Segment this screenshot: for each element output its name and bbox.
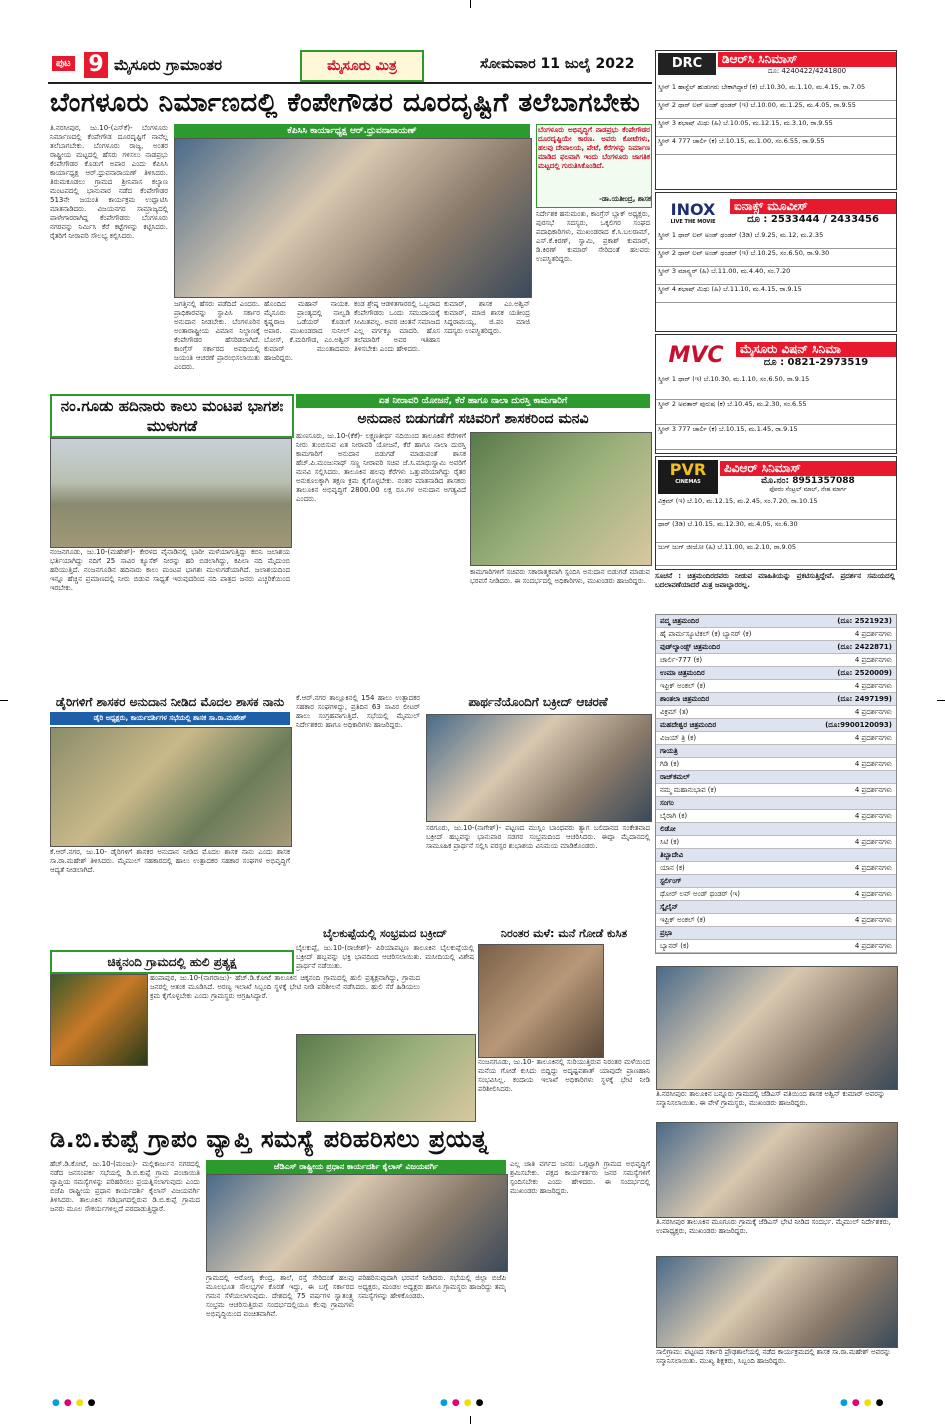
- inox-tagline: LIVE THE MOVIE: [670, 218, 716, 225]
- lead-column-4: ಕಂಡ ಶ್ರೇಷ್ಠ ಆಡಳಿತಗಾರರಲ್ಲಿ ಒಬ್ಬರಾದ ಕೆಂಪೇಗೌಡರು ಒಂದು ಸಮುದಾಯಕ್ಕೆ ಸೀಮಿತವಲ್ಲ. ಅವರ ಚಿಂತನೆ ಸಮಾಜದ ಎಲ್ಲ ವರ್ಗಕ್ಕೂ ಮಾದರಿ. ಹೊಸ ತಲೆಮಾರಿಗೆ ಅವರ ಇತಿಹಾಸ ತಿಳಿಸಬೇಕು ಎಂದು ಹೇಳಿದರು.: [354, 300, 440, 353]
- pvr-address: ಫೋರಂ ಸೆಂಟ್ರಲ್ ಮಾಲ್, ನೇಹ ಮಾರ್ಗ: [769, 485, 847, 493]
- theatre-name-row: [656, 875, 896, 888]
- show-count: 4 ಪ್ರದರ್ಶನಗಳು: [854, 786, 892, 794]
- theatre-name-row: [656, 823, 896, 836]
- pvr-logo-box: [658, 460, 718, 494]
- edition-date: ಸೋಮವಾರ 11 ಜುಲೈ 2022: [480, 56, 635, 72]
- theatre-name: ಶಾಂತಲಾ ಚಿತ್ರಮಂದಿರ: [660, 695, 710, 703]
- theatre-film-row: [656, 758, 896, 771]
- theatre-film-row: [656, 784, 896, 797]
- lead-quote-author: -ಡಾ.ಯತೀಂದ್ರ, ಶಾಸಕ: [599, 195, 651, 203]
- mvc-row: ಸ್ಕ್ರೀನ್ 3 777 ಚಾರ್ಲಿ (ಕ) ಬೆ.10.15, ಮ.1.45, ರಾ.9.15: [656, 425, 896, 450]
- right-caption-1: ತಿ.ನರಸೀಪುರ: ತಾಲೂಕಿನ ಬನ್ನೂರು ಗ್ರಾಮದಲ್ಲಿ ಜೆಡಿಎಸ್ ವತಿಯಿಂದ ಶಾಸಕ ಅಶ್ವಿನ್ ಕುಮಾರ್ ಅವರನ್ನು ಸನ್ಮಾನಿಸಲಾಯಿತು. ಈ ವೇಳೆ ಗ್ರಾಮಸ್ಥರು, ಮುಖಂಡರು ಹಾಜರಿದ್ದರು.: [656, 1090, 886, 1107]
- show-count: 4 ಪ್ರದರ್ಶನಗಳು: [854, 942, 892, 950]
- show-count: 4 ಪ್ರದರ್ಶನಗಳು: [854, 890, 892, 898]
- show-count: 4 ಪ್ರದರ್ಶನಗಳು: [854, 734, 892, 742]
- film-title: ಗಿಡಿ (ಕ): [660, 760, 680, 768]
- theatre-name-row: [656, 641, 896, 654]
- rain-headline: ನಿರಂತರ ಮಳೆ: ಮನೆ ಗೋಡೆ ಕುಸಿತ: [500, 927, 628, 940]
- inox-listing: [655, 192, 897, 332]
- printer-registration-marks: ●●●●: [52, 1398, 100, 1408]
- theatre-film-row: [656, 888, 896, 901]
- inox-row: ಸ್ಕ್ರೀನ್ 4 ಶಭಾಷ್ ಮಿಥು (ಹಿ) ಬೆ.11.10, ಮ.4.15, ರಾ.9.15: [656, 285, 896, 303]
- theatre-name: ಸ್ಕೈಲೈನ್: [660, 903, 678, 911]
- film-title: ಚಾರ್ಲಿ-777 (ಕ): [660, 656, 703, 664]
- bylakuppe-headline: ಬೈಲಕುಪ್ಪೆಯಲ್ಲಿ ಸಂಭ್ರಮದ ಬಕ್ರೀದ್: [323, 927, 447, 940]
- show-count: 4 ಪ್ರದರ್ಶನಗಳು: [854, 656, 892, 664]
- inox-row: ಸ್ಕ್ರೀನ್ 2 ಥಾರ್ ಲವ್ ಅಂಡ್ ಥಂಡರ್ (ಇ) ಬೆ.10.25, ಸಂ.6.50, ರಾ.9.30: [656, 249, 896, 267]
- bottom-photo: [206, 1174, 508, 1272]
- bottom-column-3: ಪರಿಹರಿಸುವುದಾಗಿ ಭರವಸೆ ನೀಡಿದರು. ಸಭೆಯಲ್ಲಿ ಜಿಲ್ಲಾ ಬಿಜೆಪಿ ಅಧ್ಯಕ್ಷರು, ಮಂಡಲ ಅಧ್ಯಕ್ಷರು ಹಾಗೂ ಗ್ರಾಮಸ್ಥರು ಹಾಜರಿದ್ದು ತಮ್ಮ ಸಮಸ್ಯೆಗಳನ್ನು ಹೇಳಿಕೊಂಡರು.: [358, 1274, 506, 1300]
- theatre-name-row: [656, 901, 896, 914]
- lead-quote: ಬೆಂಗಳೂರು ಅಭಿವೃದ್ಧಿಗೆ ನಾಡಪ್ರಭು ಕೆಂಪೇಗೌಡರ ದೂರದೃಷ್ಟಿಯೇ ಕಾರಣ. ಅವರು ಕೋಟೆಗಳು, ಹಲವು ದೇವಾಲಯ, ಪೇಟೆ, ಕೆರೆಗಳನ್ನು ನಿರ್ಮಾಣ ಮಾಡಿದ ಫಲವಾಗಿ ಇಂದು ಬೆಂಗಳೂರು ಜಾಗತಿಕ ಮಟ್ಟದಲ್ಲಿ ಗುರುತಿಸಿಕೊಂಡಿದೆ.: [538, 126, 650, 170]
- theatre-film-row: [656, 810, 896, 823]
- mvc-row: ಸ್ಕ್ರೀನ್ 1 ಥಾರ್ (ಇ) ಬೆ.10.30, ಮ.1.10, ಸಂ.6.50, ರಾ.9.15: [656, 375, 896, 400]
- pvr-row: ಜುಗ್ ಜುಗ್ ಜೀಯೋ (ಹಿ) ಬೆ.11.00, ಮ.2.10, ರಾ.9.05: [656, 543, 896, 566]
- lead-column-1: ತಿ.ನರಸೀಪುರ, ಜು.10-(ಎಸ್‌ಕೆ)- ಬೆಂಗಳೂರು ನಿರ್ಮಾಣದಲ್ಲಿ ಕೆಂಪೇಗೌಡ ದೂರದೃಷ್ಟಿಗೆ ನಾವೆಲ್ಲ ತಲೆಬಾಗಬೇಕು. ಬೆಂಗಳೂರು ರಾಜ್ಯ, ಅಂತರ ರಾಷ್ಟ್ರೀಯ ಮಟ್ಟದಲ್ಲಿ ಹೆಸರು ಗಳಿಸಲು ನಾಡಪ್ರಭು ಕೆಂಪೇಗೌಡರ ಕೊಡುಗೆ ಅಪಾರ ಎಂದು ಕೆಪಿಸಿಸಿ ಕಾರ್ಯಾಧ್ಯಕ್ಷ ಆರ್.ಧ್ರುವನಾರಾಯಣ್ ತಿಳಿಸಿದರು. ತಿರುಮಕೂಡಲು ಗ್ರಾಮದ ಶ್ರೀನಿವಾಸ ಕಲ್ಯಾಣ ಮಂಟಪದಲ್ಲಿ ಭಾನುವಾರ ನಡೆದ ಕೆಂಪೇಗೌಡರ 513ನೇ ಜಯಂತಿ ಕಾರ್ಯಕ್ರಮ ಉದ್ಘಾಟಿಸಿ ಮಾತನಾಡಿದರು. ವಿಜಯನಗರ ಸಾಮ್ರಾಜ್ಯದಲ್ಲಿ ಪಾಳೇಗಾರರಾಗಿದ್ದ ಕೆಂಪೇಗೌಡರು ಬೆಂಗಳೂರು ನಗರವನ್ನು ನಿರ್ಮಿಸಿ ಕೆರೆ ಕಟ್ಟೆಗಳನ್ನು ಕಟ್ಟಿಸಿದರು. ರೈತರಿಗೆ ನೀರಾವರಿ ಸೌಲಭ್ಯ ಕಲ್ಪಿಸಿದರು.: [50, 124, 168, 240]
- right-photo-1: [656, 966, 898, 1090]
- mvc-row: ಸ್ಕ್ರೀನ್ 2 ಅವತಾರ್ ಪುರುಷ (ಕ) ಬೆ.10.45, ಮ.2.30, ಸಂ.6.55: [656, 400, 896, 425]
- lead-column-2: ಜಗತ್ತಿನಲ್ಲಿ ಹೆಸರು ಪಡೆದಿದೆ ಎಂದರು. ಪ್ರಾಧಿಕಾರವನ್ನು ಸ್ಥಾಪಿಸಿ ಸರ್ಕಾರ ಅನುದಾನ ನೀಡಬೇಕು. ಬೆಂಗಳೂರಿನ ಅಂತಾರಾಷ್ಟ್ರೀಯ ವಿಮಾನ ನಿಲ್ದಾಣಕ್ಕೆ ಕೆಂಪೇಗೌಡರ ಹೆಸರಿಡಲಾಗಿದೆ. ಕಾಂಗ್ರೆಸ್ ಸರ್ಕಾರದ ಅವಧಿಯಲ್ಲಿ ಜಯಂತಿ ಆಚರಣೆ ಪ್ರಾರಂಭಿಸಲಾಯಿತು ಎಂದರು.: [174, 300, 260, 371]
- theatre-phone: (ದೂ: 2520009): [837, 669, 892, 677]
- bottom-column-4: ಎಲ್ಲ ಜಾತಿ ವರ್ಗದ ಜನರು ಒಗ್ಗಟ್ಟಾಗಿ ಗ್ರಾಮದ ಅಭಿವೃದ್ಧಿಗೆ ಶ್ರಮಿಸಬೇಕು. ಪಕ್ಷದ ಕಾರ್ಯಕರ್ತರು ಜನರ ಸಮಸ್ಯೆಗಳಿಗೆ ಸ್ಪಂದಿಸಬೇಕು ಎಂದು ಹೇಳಿದರು. ಈ ಸಂದರ್ಭದಲ್ಲಿ ಮುಖಂಡರು ಹಾಜರಿದ್ದರು.: [510, 1160, 650, 1195]
- show-count: 4 ಪ್ರದರ್ಶನಗಳು: [854, 682, 892, 690]
- show-count: 4 ಪ್ರದರ್ಶನಗಳು: [854, 708, 892, 716]
- printer-registration-marks: ●●●●: [840, 1398, 888, 1408]
- newspaper-logo: ಮೈಸೂರು ಮಿತ್ರ: [300, 50, 424, 82]
- grant-body-1: ಹುಣಸೂರು, ಜು.10-(ಕೆಕೆ)- ಲಕ್ಷ್ಮಣತೀರ್ಥ ನದಿಯಿಂದ ತಾಲೂಕಿನ ಕೆರೆಗಳಿಗೆ ನೀರು ತುಂಬಿಸುವ ಏತ ನೀರಾವರಿ ಯೋಜನೆ, ಕೆರೆ ಹಾಗೂ ನಾಲಾ ದುರಸ್ತಿ ಕಾಮಗಾರಿಗೆ ಅನುದಾನ ಬಿಡುಗಡೆ ಮಾಡುವಂತೆ ಶಾಸಕ ಹೆಚ್.ಪಿ.ಮಂಜುನಾಥ್ ಸಣ್ಣ ನೀರಾವರಿ ಸಚಿವ ಜೆ.ಸಿ.ಮಾಧುಸ್ವಾಮಿ ಅವರಿಗೆ ಮನವಿ ಸಲ್ಲಿಸಿದರು. ತಾಲೂಕಿನ ಹಲವು ಕೆರೆಗಳು ಒತ್ತುವರಿಯಾಗಿದ್ದು ರೈತರ ಅನುಕೂಲಕ್ಕಾಗಿ ತಕ್ಷಣ ಕ್ರಮ ಕೈಗೊಳ್ಳಬೇಕು. ನಂತರ ಮಾತನಾಡಿದ ಶಾಸಕರು ತಾಲೂಕಿನ ಅಭಿವೃದ್ಧಿಗೆ 2800.00 ಲಕ್ಷ ರೂ.ಗಳ ಅನುದಾನ ಅಗತ್ಯವಿದೆ ಎಂದರು.: [296, 432, 466, 503]
- theatre-name: ವುಡ್‌ಲ್ಯಾಂಡ್ಸ್ ಚಿತ್ರಮಂದಿರ: [660, 643, 721, 651]
- bakrid-photo: [426, 714, 652, 822]
- bottom-column-2: ಗ್ರಾಮದಲ್ಲಿ ಆರೋಗ್ಯ ಕೇಂದ್ರ, ಶಾಲೆ, ರಸ್ತೆ ಸೇರಿದಂತೆ ಹಲವು ಮೂಲಭೂತ ಸೌಲಭ್ಯಗಳ ಕೊರತೆ ಇದ್ದು, ಈ ಬಗ್ಗೆ ಸರ್ಕಾರದ ಗಮನ ಸೆಳೆಯಲಾಗುವುದು. ದೇಶದಲ್ಲಿ 75 ವರ್ಷಗಳ ಸ್ವಾತಂತ್ರ್ಯ ಸಂಭ್ರಮ ಆಚರಿಸುತ್ತಿರುವ ಸಂದರ್ಭದಲ್ಲಿಯೂ ಕೆಲವು ಗ್ರಾಮಗಳು ಅಭಿವೃದ್ಧಿಯಿಂದ ವಂಚಿತವಾಗಿವೆ.: [206, 1274, 354, 1318]
- inox-logo: INOX: [670, 199, 716, 219]
- theatre-film-row: [656, 914, 896, 927]
- theatre-table: [655, 614, 897, 954]
- show-count: 4 ಪ್ರದರ್ಶನಗಳು: [854, 916, 892, 924]
- theatre-name: ಪದ್ಮ ಚಿತ್ರಮಂದಿರ: [660, 617, 700, 625]
- theatre-film-row: [656, 940, 896, 953]
- crop-mark: [470, 0, 471, 8]
- mla-body-1: ಕೆ.ಆರ್.ನಗರ, ಜು.10- ಡೈರಿಗಳಿಗೆ ಶಾಸಕರ ಅನುದಾನ ನೀಡಿದ ಮೊದಲ ಶಾಸಕ ನಾನು ಎಂದು ಶಾಸಕ ಸಾ.ರಾ.ಮಹೇಶ್ ತಿಳಿಸಿದರು. ಮೈಮುಲ್ ಸಹಕಾರದಲ್ಲಿ ಹಾಲು ಉತ್ಪಾದಕರ ಸಹಕಾರ ಸಂಘಗಳ ಅಭಿವೃದ್ಧಿಗೆ ಆದ್ಯತೆ ನೀಡಲಾಗಿದೆ.: [50, 848, 290, 874]
- bottom-photo-band: ಜೆಡಿಎಸ್ ರಾಷ್ಟ್ರೀಯ ಪ್ರಧಾನ ಕಾರ್ಯದರ್ಶಿ ಕೈಲಾಸ್ ವಿಜಯವರ್ಗಿ: [206, 1160, 506, 1174]
- drc-row: ಸ್ಕ್ರೀನ್ 1 ಹಾಸ್ಟೆಲ್ ಹುಡುಗರು ಬೇಕಾಗಿದ್ದಾರೆ (ಕ) ಬೆ.10.30, ಮ.1.10, ಮ.4.15, ರಾ.7.05: [656, 83, 896, 101]
- theatre-name-row: [656, 719, 896, 732]
- bottom-headline: ಡಿ.ಬಿ.ಕುಪ್ಪೆ ಗ್ರಾಪಂ ವ್ಯಾಪ್ತಿ ಸಮಸ್ಯೆ ಪರಿಹರಿಸಲು ಪ್ರಯತ್ನ: [50, 1125, 489, 1153]
- theatre-film-row: [656, 862, 896, 875]
- theatre-phone: (ದೂ:9900120093): [825, 721, 892, 729]
- theatre-name-row: [656, 667, 896, 680]
- printer-registration-marks: ●●●●: [440, 1398, 488, 1408]
- film-title: ವಿಜಯ್ ತ್ರಿ (ಕ): [660, 734, 697, 742]
- film-title: ವಿಕ್ರಮ್ (ತ): [660, 708, 689, 716]
- right-photo-3: [656, 1256, 898, 1348]
- theatre-name: ಸ್ಟರ್ಲಿಂಗ್: [660, 877, 682, 885]
- theatre-phone: (ದೂ: 2521923): [837, 617, 892, 625]
- lead-photo-band: ಕೆಪಿಸಿಸಿ ಕಾರ್ಯಾಧ್ಯಕ್ಷ ಆರ್.ಧ್ರುವನಾರಾಯಣ್: [174, 124, 530, 138]
- lead-photo: [174, 138, 532, 298]
- drc-row: ಸ್ಕ್ರೀನ್ 4 777 ಚಾರ್ಲಿ (ಕ) ಬೆ.10.15, ಮ.1.00, ಸಂ.6.55, ರಾ.9.55: [656, 137, 896, 155]
- theatre-name-row: [656, 849, 896, 862]
- bottom-column-1: ಹೆಚ್.ಡಿ.ಕೋಟೆ, ಜು.10-(ಮಂಜು)- ಮಲ್ಲಿಕಾರ್ಜುನ ನಗರದಲ್ಲಿ ನಡೆದ ಜನಸಂಪರ್ಕ ಸಭೆಯಲ್ಲಿ ಡಿ.ಬಿ.ಕುಪ್ಪೆ ಗ್ರಾಮ ಪಂಚಾಯಿತಿ ವ್ಯಾಪ್ತಿಯ ಸಮಸ್ಯೆಗಳನ್ನು ಪರಿಹರಿಸಲು ಪ್ರಯತ್ನಿಸಲಾಗುವುದು ಎಂದು ಬಿಜೆಪಿ ರಾಷ್ಟ್ರೀಯ ಪ್ರಧಾನ ಕಾರ್ಯದರ್ಶಿ ಕೈಲಾಸ್ ವಿಜಯವರ್ಗಿ ತಿಳಿಸಿದರು. ತಾಲೂಕಿನ ಗಡಿಭಾಗದಲ್ಲಿರುವ ಡಿ.ಬಿ.ಕುಪ್ಪೆ ಗ್ರಾಮದ ಜನರು ಮೂಲ ಸೌಕರ್ಯಗಳಿಲ್ಲದೆ ಪರದಾಡುತ್ತಿದ್ದಾರೆ.: [50, 1160, 200, 1213]
- grant-body-2: ಕಾಮಗಾರಿಗಳಿಗೆ ಸಚಿವರು ಸಕಾರಾತ್ಮಕವಾಗಿ ಸ್ಪಂದಿಸಿ ಅನುದಾನ ಬಿಡುಗಡೆ ಮಾಡುವ ಭರವಸೆ ನೀಡಿದರು. ಈ ಸಂದರ್ಭದಲ್ಲಿ ಅಧಿಕಾರಿಗಳು, ಮುಖಂಡರು ಹಾಜರಿದ್ದರು.: [470, 568, 650, 585]
- lead-right-column: ನಿರ್ದೇಶಕ ಹನುಮಂತು, ಕಾಂಗ್ರೆಸ್ ಬ್ಲಾಕ್ ಅಧ್ಯಕ್ಷರು, ಪುರಸಭೆ ಸದಸ್ಯರು, ಒಕ್ಕಲಿಗರ ಸಂಘದ ಪದಾಧಿಕಾರಿಗಳು, ಮುಖಂಡರಾದ ಕೆ.ಸಿ.ಬಲರಾಮ್, ಎಸ್.ಕೆ.ಕಿರಣ್, ಸ್ವಾಮಿ, ಪ್ರಕಾಶ್ ಕುಮಾರ್, ಡಿ.ಕಿರಣ್ ಕುಮಾರ್ ಸೇರಿದಂತೆ ಹಲವರು ಉಪಸ್ಥಿತರಿದ್ದರು.: [536, 210, 650, 263]
- grant-photo: [470, 432, 652, 566]
- drc-row: ಸ್ಕ್ರೀನ್ 3 ಶಭಾಷ್ ಮಿಥು (ಹಿ) ಬೆ.10.05, ಮ.12.15, ಮ.3.10, ರಾ.9.55: [656, 119, 896, 137]
- theatre-film-row: [656, 732, 896, 745]
- crop-mark: [470, 1416, 471, 1424]
- pvr-tagline: CINEMAS: [675, 479, 701, 485]
- theatre-film-row: [656, 654, 896, 667]
- rain-body: ನಂಜನಗೂಡು, ಜು.10- ತಾಲೂಕಿನಲ್ಲಿ ಸುರಿಯುತ್ತಿರುವ ನಿರಂತರ ಮಳೆಯಿಂದ ಮನೆಯ ಗೋಡೆ ಕುಸಿದು ಬಿದ್ದಿದ್ದು ಅದೃಷ್ಟವಶಾತ್ ಯಾವುದೇ ಪ್ರಾಣಹಾನಿ ಸಂಭವಿಸಿಲ್ಲ. ಕಂದಾಯ ಇಲಾಖೆ ಅಧಿಕಾರಿಗಳು ಸ್ಥಳಕ್ಕೆ ಭೇಟಿ ನೀಡಿ ಪರಿಶೀಲಿಸಿದರು.: [478, 1058, 650, 1093]
- show-count: 4 ಪ್ರದರ್ಶನಗಳು: [854, 838, 892, 846]
- lead-quote-box: [536, 124, 652, 208]
- pvr-listing: [655, 456, 897, 570]
- inox-row: ಸ್ಕ್ರೀನ್ 1 ಥಾರ್ ಲವ್ ಅಂಡ್ ಥಂಡರ್ (3ಡಿ) ಬೆ.9.25, ಮ.12, ಮ.2.35: [656, 231, 896, 249]
- bakrid-headline: ಪಾರ್ಥನೆಯೊಂದಿಗೆ ಬಕ್ರೀದ್ ಆಚರಣೆ: [468, 695, 608, 709]
- drc-phone: ದೂ: 4240422/4241800: [767, 67, 847, 75]
- theatre-name-row: [656, 927, 896, 940]
- mvc-logo: MVC: [668, 342, 724, 368]
- film-title: ಬೈರಾಗಿ (ಕ): [660, 812, 688, 820]
- theatre-name-row: [656, 797, 896, 810]
- crop-mark: [937, 700, 945, 701]
- cinema-notice: ಸೂಚನೆ : ಚಿತ್ರಮಂದಿರದವರು ನೀಡುವ ಮಾಹಿತಿಯನ್ನು ಪ್ರಕಟಿಸುತ್ತಿದ್ದೇವೆ. ಪ್ರದರ್ಶನ ಸಮಯದಲ್ಲಿ ಬದಲಾವಣೆಯಾದರೆ ಮಿತ್ರ ಜವಾಬ್ದಾರರಲ್ಲ.: [655, 572, 895, 589]
- grant-headline: ಅನುದಾನ ಬಿಡುಗಡೆಗೆ ಸಚಿವರಿಗೆ ಶಾಸಕರಿಂದ ಮನವಿ: [357, 411, 589, 427]
- film-title: ಥೋರ್ ಲವ್ ಅಂಡ್ ಥಂಡರ್ (ಇ): [660, 890, 740, 898]
- theatre-name: ಸಂಗಂ: [660, 799, 674, 807]
- pvr-name: ಪಿವಿಆರ್ ಸಿನಿಮಾಸ್: [720, 461, 896, 476]
- mla-headline: ಡೈರಿಗಳಿಗೆ ಶಾಸಕರ ಅನುದಾನ ನೀಡಿದ ಮೊದಲ ಶಾಸಕ ನಾನು: [55, 695, 285, 709]
- film-title: ನಮ್ಮ ಮಹಾನುಭಾವ (ಕ): [660, 786, 717, 794]
- film-title: ಸಿಟಿ (ಕ): [660, 838, 680, 846]
- theatre-name-row: [656, 615, 896, 628]
- mvc-phone: ದೂ : 0821-2973519: [763, 357, 869, 368]
- drc-name: ಡಿಆರ್‌ಸಿ ಸಿನಿಮಾಸ್: [718, 52, 896, 67]
- section-title: ಮೈಸೂರು ಗ್ರಾಮಾಂತರ: [114, 56, 223, 74]
- theatre-name-row: [656, 771, 896, 784]
- theatre-film-row: [656, 706, 896, 719]
- theatre-phone: (ದೂ: 2497199): [837, 695, 892, 703]
- theatre-name-row: [656, 745, 896, 758]
- pvr-logo: PVR: [669, 460, 707, 479]
- bylakuppe-photo: [296, 1034, 476, 1122]
- inox-row: ಸ್ಕ್ರೀನ್ 3 ಮಾನ್ಸ್ಟರ್ (ಹಿ) ಬೆ.11.00, ಮ.4.40, ಸಂ.7.20: [656, 267, 896, 285]
- lead-headline: ಬೆಂಗಳೂರು ನಿರ್ಮಾಣದಲ್ಲಿ ಕೆಂಪೇಗೌಡರ ದೂರದೃಷ್ಟಿಗೆ ತಲೆಬಾಗಬೇಕು: [50, 88, 641, 118]
- film-title: ಯಾನ (ಕ): [660, 864, 685, 872]
- show-count: 4 ಪ್ರದರ್ಶನಗಳು: [854, 812, 892, 820]
- mvc-name: ಮೈಸೂರು ವಿಷನ್ ಸಿನಿಮಾ: [736, 342, 896, 357]
- theatre-film-row: [656, 680, 896, 693]
- page-label: ಪುಟ: [52, 56, 75, 71]
- mvc-listing: [655, 334, 897, 454]
- bylakuppe-body: ಬೈಲಕುಪ್ಪೆ, ಜು.10-(ರಾಜೇಶ್)- ಪಿರಿಯಾಪಟ್ಟಣ ತಾಲೂಕಿನ ಬೈಲಕುಪ್ಪೆಯಲ್ಲಿ ಬಕ್ರೀದ್ ಹಬ್ಬವನ್ನು ಭಕ್ತಿ ಭಾವದಿಂದ ಆಚರಿಸಲಾಯಿತು. ಮಸೀದಿಯಲ್ಲಿ ವಿಶೇಷ ಪ್ರಾರ್ಥನೆ ನಡೆಯಿತು.: [296, 944, 474, 970]
- mantapa-headline: ನಂ.ಗೂಡು ಹದಿನಾರು ಕಾಲು ಮಂಟಪ ಭಾಗಶಃ ಮುಳುಗಡೆ: [50, 394, 294, 438]
- page-number: 9: [84, 52, 108, 78]
- drc-logo: DRC: [658, 53, 716, 75]
- inox-phone: ದೂ : 2533444 / 2433456: [747, 214, 879, 225]
- lead-column-3: ಹೊಂದಿದ ಮಹಾನ್ ನಾಯಕ. ಮೈಸೂರು ಪ್ರಾಂತ್ಯದಲ್ಲಿ ನಾಲ್ವಡಿ ಕೃಷ್ಣರಾಜ ಒಡೆಯರ್ ಕೊಡುಗೆ ಅಪಾರ. ಮುಖಂಡರಾದ ಸುನೀಲ್ ಬೋಸ್, ಕೆ.ಮರಿಗೌಡ, ಎಂ.ಅಶ್ವಿನ್ ಕುಮಾರ್ ಮುಂತಾದವರು ಹಾಜರಿದ್ದರು.: [264, 300, 350, 362]
- mla-band: ಡೈರಿ ಅಧ್ಯಕ್ಷರು, ಕಾರ್ಯದರ್ಶಿಗಳ ಸಭೆಯಲ್ಲಿ ಶಾಸಕ ಸಾ.ರಾ.ಮಹೇಶ್: [50, 712, 290, 725]
- theatre-name: ಗಾಯತ್ರಿ: [660, 747, 678, 755]
- inox-name: ಐನಾಕ್ಸ್ ಮೂವೀಸ್: [730, 199, 896, 214]
- theatre-name-row: [656, 693, 896, 706]
- mantapa-photo: [50, 438, 292, 548]
- mla-body-2: ಕೆ.ಆರ್.ನಗರ ತಾಲ್ಲೂಕಿನಲ್ಲಿ 154 ಹಾಲು ಉತ್ಪಾದಕರ ಸಹಕಾರ ಸಂಘಗಳಿದ್ದು, ಪ್ರತಿದಿನ 63 ಸಾವಿರ ಲೀಟರ್ ಹಾಲು ಸಂಗ್ರಹವಾಗುತ್ತಿದೆ. ಸಭೆಯಲ್ಲಿ ಮೈಮುಲ್ ನಿರ್ದೇಶಕರು ಹಾಗೂ ಅಧಿಕಾರಿಗಳು ಹಾಜರಿದ್ದರು.: [296, 694, 420, 729]
- right-photo-2: [656, 1122, 898, 1218]
- theatre-name: ರಾಜ್‌ಕಮಲ್: [660, 773, 690, 781]
- show-count: 4 ಪ್ರದರ್ಶನಗಳು: [854, 760, 892, 768]
- theatre-name: ಲಿಡೋ: [660, 825, 676, 833]
- inox-logo-box: [656, 200, 730, 225]
- lead-column-5: ಕುಮಾರ್, ಶಾಸಕ ಎಂ.ಅಶ್ವಿನ್ ಕುಮಾರ್, ಮಾಜಿ ಶಾಸಕ ಯತೀಂದ್ರ ಸಿದ್ದರಾಮಯ್ಯ, ಜಿ.ಪಂ ಮಾಜಿ ಸದಸ್ಯರು ಉಪಸ್ಥಿತರಿದ್ದರು.: [444, 300, 530, 335]
- show-count: 4 ಪ್ರದರ್ಶನಗಳು: [854, 630, 892, 638]
- theatre-name: ಮಹದೇಶ್ವರ ಚಿತ್ರಮಂದಿರ: [660, 721, 717, 729]
- show-count: 4 ಪ್ರದರ್ಶನಗಳು: [854, 864, 892, 872]
- right-caption-3: ಸಾಲಿಗ್ರಾಮ: ಪಟ್ಟಣದ ಸರ್ಕಾರಿ ಪ್ರೌಢಶಾಲೆಯಲ್ಲಿ ನಡೆದ ಕಾರ್ಯಕ್ರಮದಲ್ಲಿ ಶಾಸಕ ಸಾ.ರಾ.ಮಹೇಶ್ ಅವರನ್ನು ಸನ್ಮಾನಿಸಲಾಯಿತು. ಮುಖ್ಯ ಶಿಕ್ಷಕರು, ಸಿಬ್ಬಂದಿ ಹಾಜರಿದ್ದರು.: [656, 1348, 891, 1365]
- tiger-headline: ಚಿಕ್ಕನಂದಿ ಗ್ರಾಮದಲ್ಲಿ ಹುಲಿ ಪ್ರತ್ಯಕ್ಷ: [50, 950, 294, 974]
- pvr-row: ವಿಕ್ರಮ್ (ಇ) ಬೆ.10, ಮ.12.15, ಮ.2.45, ಸಂ.7.20, ರಾ.10.15: [656, 497, 896, 520]
- film-title: ಹೈ ಪಾರ್ಮಸ್ಯೂಟಿಕಲ್ (ಕ) ಬ್ಯಾನರ್ (ಕ): [660, 630, 752, 638]
- film-title: ಇಫ್ರಿಕ್ ಅಂಕಲ್ (ಕ): [660, 682, 706, 690]
- film-title: ಬ್ಯಾನರ್ (ಕ): [660, 942, 689, 950]
- drc-listing: [655, 50, 897, 190]
- mla-photo: [50, 727, 292, 847]
- rain-photo: [478, 944, 604, 1058]
- tiger-photo: [50, 974, 148, 1066]
- theatre-film-row: [656, 628, 896, 641]
- bakrid-body: ಸರಗೂರು, ಜು.10-(ನಾಗೇಶ್)- ಪಟ್ಟಣದ ಮುಸ್ಲಿಂ ಬಾಂಧವರು ತ್ಯಾಗ ಬಲಿದಾನದ ಸಂಕೇತವಾದ ಬಕ್ರೀದ್ ಹಬ್ಬವನ್ನು ಭಾನುವಾರ ಸಡಗರ ಸಂಭ್ರಮದಿಂದ ಆಚರಿಸಿದರು. ಈದ್ಗಾ ಮೈದಾನದಲ್ಲಿ ಸಾಮೂಹಿಕ ಪ್ರಾರ್ಥನೆ ಸಲ್ಲಿಸಿ ಪರಸ್ಪರ ಶುಭಾಶಯ ವಿನಿಮಯ ಮಾಡಿಕೊಂಡರು.: [426, 824, 650, 850]
- crop-mark: [0, 700, 8, 701]
- pvr-phone: ಮೊ.ನಂ: 8951357088: [761, 475, 855, 486]
- right-caption-2: ತಿ.ನರಸೀಪುರ ತಾಲೂಕಿನ ಮೂಗೂರು ಗ್ರಾಮಕ್ಕೆ ಜೆಡಿಎಸ್ ಭೇಟಿ ನೀಡಿದ ಸಂದರ್ಭ. ಮೈಮುಲ್ ನಿರ್ದೇಶಕರು, ಉಪಾಧ್ಯಕ್ಷರು, ಮುಖಂಡರು ಹಾಜರಿದ್ದರು.: [656, 1218, 891, 1235]
- grant-band: ಏತ ನೀರಾವರಿ ಯೋಜನೆ, ಕೆರೆ ಹಾಗೂ ನಾಲಾ ದುರಸ್ತಿ ಕಾಮಗಾರಿಗೆ: [296, 394, 650, 408]
- pvr-row: ಥಾರ್ (3ಡಿ) ಬೆ.10.15, ಮ.12.30, ಮ.4.05, ಸಂ.6.30: [656, 520, 896, 543]
- mantapa-body: ನಂಜನಗೂಡು, ಜು.10-(ಮಹೇಶ್)- ಕೇರಳದ ವೈನಾಡಿನಲ್ಲಿ ಭಾರೀ ಮಳೆಯಾಗುತ್ತಿದ್ದು ಕಬಿನಿ ಜಲಾಶಯ ಭರ್ತಿಯಾಗಿದ್ದು ನದಿಗೆ 25 ಸಾವಿರ ಕ್ಯೂಸೆಕ್ ನೀರನ್ನು ಹರಿ ಬಿಡಲಾಗಿದ್ದು, ಕಪಿಲಾ ನದಿ ಮೈದುಂಬಿ ಹರಿಯುತ್ತಿದೆ. ನಂಜನಗೂಡಿನ ಹದಿನಾರು ಕಾಲು ಮಂಟಪ ಭಾಗಶಃ ಮುಳುಗಡೆಯಾಗಿದೆ. ಜಲಾಶಯದಿಂದ ಇನ್ನೂ ಹೆಚ್ಚಿನ ಪ್ರಮಾಣದಲ್ಲಿ ನೀರು ಬಿಡುವ ಸಾಧ್ಯತೆ ಇರುವುದರಿಂದ ನದಿ ಪಾತ್ರದ ಜನರು ಎಚ್ಚರಿಕೆಯಿಂದ ಇರಬೇಕು.: [50, 548, 290, 592]
- theatre-name: ತಿಬ್ಬಾದೇವಿ: [660, 851, 684, 859]
- theatre-name: ಪ್ರಭಾ: [660, 929, 673, 937]
- tiger-body: ಹಂಪಾಪುರ, ಜು.10-(ನಾಗರಾಜು)- ಹೆಚ್.ಡಿ.ಕೋಟೆ ತಾಲೂಕಿನ ಚಿಕ್ಕನಂದಿ ಗ್ರಾಮದಲ್ಲಿ ಹುಲಿ ಪ್ರತ್ಯಕ್ಷವಾಗಿದ್ದು, ಗ್ರಾಮದ ಜನರಲ್ಲಿ ಆತಂಕ ಮೂಡಿಸಿದೆ. ಅರಣ್ಯ ಇಲಾಖೆ ಸಿಬ್ಬಂದಿ ಸ್ಥಳಕ್ಕೆ ಭೇಟಿ ನೀಡಿ ಪರಿಶೀಲನೆ ನಡೆಸಿದರು. ಹುಲಿ ಸೆರೆ ಹಿಡಿಯಲು ಕ್ರಮ ಕೈಗೊಳ್ಳಬೇಕು ಎಂದು ಗ್ರಾಮಸ್ಥರು ಆಗ್ರಹಿಸಿದ್ದಾರೆ.: [150, 974, 420, 1000]
- theatre-phone: (ದೂ: 2422871): [837, 643, 892, 651]
- film-title: ಇಫ್ರಿಕ್ ಅಂಕಲ್ (ಕ): [660, 916, 706, 924]
- drc-row: ಸ್ಕ್ರೀನ್ 2 ಥಾರ್ ಲವ್ ಅಂಡ್ ಥಂಡರ್ (ಇ) ಬೆ.10.00, ಮ.1.25, ಮ.4.05, ರಾ.9.55: [656, 101, 896, 119]
- theatre-film-row: [656, 836, 896, 849]
- theatre-name: ಉಮಾ ಚಿತ್ರಮಂದಿರ: [660, 669, 705, 677]
